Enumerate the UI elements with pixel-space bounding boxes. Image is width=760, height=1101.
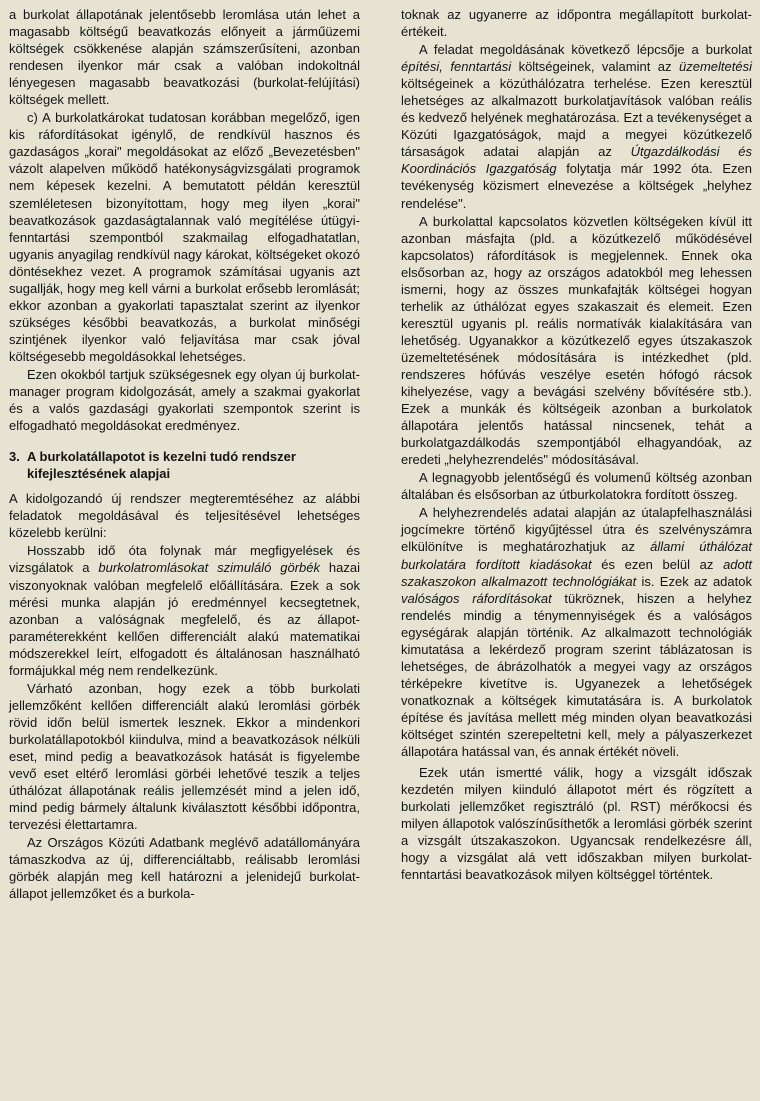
text-run: tükröznek, hiszen a helyhez rendelés mindig a ténymennyiségek és a valóságos egységárak alapján történik. Az alkalmazott technológiák kimutatása a lekérdező program szerint táblázatosan is lehetséges, de ábrázolhatók a megyei vagy az országos térképekre kivetítve is. Ugyanezek a lehetőségek vonatkoznak a költségek kimutatására is. A burkolatok építése és javítása mellett még minden olyan beavatkozási költséget szintén szerepeltetni kell, mely a pályaszerkezet állapotára hatással van, és annak értékét növeli. (401, 590, 752, 760)
text-run: költségeinek, valamint az (511, 59, 680, 75)
left-column (9, 6, 360, 903)
emphasis: Útgazdálkodási és Koordinációs Igazgatóság (401, 144, 752, 177)
emphasis: építési, fenntartási (401, 59, 512, 75)
text-run: hazai viszonyoknak valóban megfelelő előállítására. Ezek a sok mérési munka alapján jó eredménnyel kecsegtetnek, azonban a valóságnak megfelelő, és az állapot-paraméterekként kellően differenciált alakú matematikai módszerekkel leírt, elfogadott és általánosan használható formájukkal még nem rendelkezünk. (9, 560, 360, 678)
section-title: A burkolatállapotot is kezelni tudó rendszer kifejlesztésének alapjai (27, 449, 296, 482)
text-run: és ezen belül az (591, 556, 724, 572)
text-run: is. Ezek az adatok (636, 573, 752, 589)
paragraph: c) A burkolatkárokat tudatosan korábban megelőző, igen kis ráfordításokat igénylő, de rendkívül hasznos és gazdaságos „korai" megoldásokat az előző „Bevezetésben" vázolt alapelven működő hatékonyságvizsgálati programok nem képesek kezelni. A bemutatott példán keresztül szemléletesen bizonyítottam, hogy meg ilyen „korai" beavatkozások gazdaságtalannak való megítélése útügyi-fenntartási szempontból szakmailag elfogadhatatlan, ugyanis anyagilag rendkívül nagy károkat, költségeket okozó döntésekhez vezet. A programok számításai ugyanis azt sugallják, hogy meg kell várni a burkolat erősebb leromlását; ekkor azonban a gyakorlati tapasztalat szerint az ilyenkor szükséges későbbi beavatkozás, a burkolat minőségi szintjének ilyenkor való feljavítása mar csak jóval költségesebb megoldásokkal lehetséges. (9, 110, 360, 364)
right-column (401, 6, 752, 884)
emphasis: valóságos ráfordításokat (401, 590, 552, 606)
paragraph: Az Országos Közúti Adatbank meglévő adatállományára támaszkodva az új, differenciáltabb, reálisabb leromlási görbék alapján meg kell határozni a jelenidejű burkolat-állapot jellemzőket és a burkola- (9, 835, 360, 902)
text-run: folytatja már 1992 óta. Ezen tevékenység közismert elnevezése a költségek „helyhez rendelése". (401, 161, 752, 211)
emphasis: üzemeltetési (679, 59, 752, 75)
paragraph: Ezen okokból tartjuk szükségesnek egy olyan új burkolat-manager program kidolgozását, amely a szakmai gyakorlat és a valós gazdasági gyakorlati szempontok szerint is elfogadható megoldásokat eredményez. (9, 366, 360, 434)
paragraph (401, 41, 752, 211)
text-run: költségeinek a közúthálózatra terhelése. Ezen keresztül lehetséges az alkalmazott burkolatjavítások valóban reális és kedvező helyének meghatározása. Ezt a tevékenységet a Közúti Igazgatóságok, majd a megyei közútkezelő társaságok adatai alapján az (401, 76, 752, 160)
paragraph: toknak az ugyanerre az időpontra megállapított burkolat-értékeit. (401, 7, 752, 40)
paragraph: Ezek után ismertté válik, hogy a vizsgált időszak kezdetén milyen kiinduló állapotot mért és rögzített a burkolati jellemzőket regisztráló (pl. RST) mérőkocsi és milyen állapotok valószínűsíthetők a leromlási görbék szerint a vizsgált útszakaszokon. Ugyancsak rendelkezésre áll, hogy a vizsgálat alá vett időszakban milyen burkolat-fenntartási beavatkozások milyen költséggel történtek. (401, 765, 752, 883)
paragraph: A kidolgozandó új rendszer megteremtéséhez az alábbi feladatok megoldásával és teljesítésével lehetséges közelebb kerülni: (9, 491, 360, 541)
paragraph: A burkolattal kapcsolatos közvetlen költségeken kívül itt azonban másfajta (pld. a közútkezelő működésével kapcsolatos) ráfordítások is megjelennek. Ennek oka elsősorban az, hogy az országos adatokból meg lehessen ismerni, hogy az összes munkafajták költségei hogyan terhelik az úthálózat egyes szakaszait és elemeit. Ezen keresztül ugyanis pl. reális normatívák kialakítására van lehetőség. Ugyanakkor a közútkezelő egyes útszakaszok üzemeltetésének módosítására is intézkedhet (pld. rendszeres hófúvás veszélye esetén hófogó rácsok kihelyezése, vagy a bevágási szelvény bővítésére stb.). Ezek a munkák és költségeik azonban a burkolatok állapotára jelentős hatással nincsenek, tehát a burkolatgazdálkodás szempontjából elhagyandóak, az eredeti „helyhezrendelés" módosításával. (401, 213, 752, 468)
emphasis: adott szakaszokon alkalmazott technológiákat (401, 556, 752, 589)
paragraph (9, 542, 360, 678)
section-heading (9, 448, 360, 482)
text-run: Hosszabb idő óta folynak már megfigyelések és vizsgálatok a (9, 543, 360, 576)
section-number: 3. (9, 449, 20, 465)
paragraph (401, 504, 752, 760)
text-run: A feladat megoldásának következő lépcsője a burkolat (419, 42, 752, 58)
emphasis: burkolatromlásokat szimuláló görbék (98, 560, 320, 576)
paragraph: A legnagyobb jelentőségű és volumenű költség azonban általában és elsősorban az útburkolatokra fordított összeg. (401, 470, 752, 503)
text-run: A helyhezrendelés adatai alapján az útalapfelhasználási jogcímekre történő kigyűjtéssel útra és szelvényszámra elkülönítve is meghatározhatjuk az (401, 505, 752, 555)
emphasis: állami úthálózat burkolatára fordított kiadásokat (401, 539, 753, 572)
paragraph: Várható azonban, hogy ezek a több burkolati jellemzőként kellően differenciált alakú leromlási görbék rövid időn belül ismertek lesznek. Ekkor a mindenkori burkolatállapotokból kiindulva, mind a beavatkozások nélküli eset, mind pedig a beavatkozások hatását is figyelembe vevő eset eltérő leromlási görbéi lehetővé teszik a teljes úthálózat állapotának reális jellemzését mind a jelen idő, mind pedig bármely általunk kiválasztott későbbi időpontra, tervezési élettartamra. (9, 680, 360, 833)
paragraph: a burkolat állapotának jelentősebb leromlása után lehet a magasabb költségű beavatkozás előnyeit a járműüzemi költségek csökkenése alapján számszerűsíteni, azonban rendesen ilyenkor már csak a valóban indokoltnál lényegesen magasabb beavatkozási (burkolat-felújítási) költségek mellett. (9, 7, 360, 108)
